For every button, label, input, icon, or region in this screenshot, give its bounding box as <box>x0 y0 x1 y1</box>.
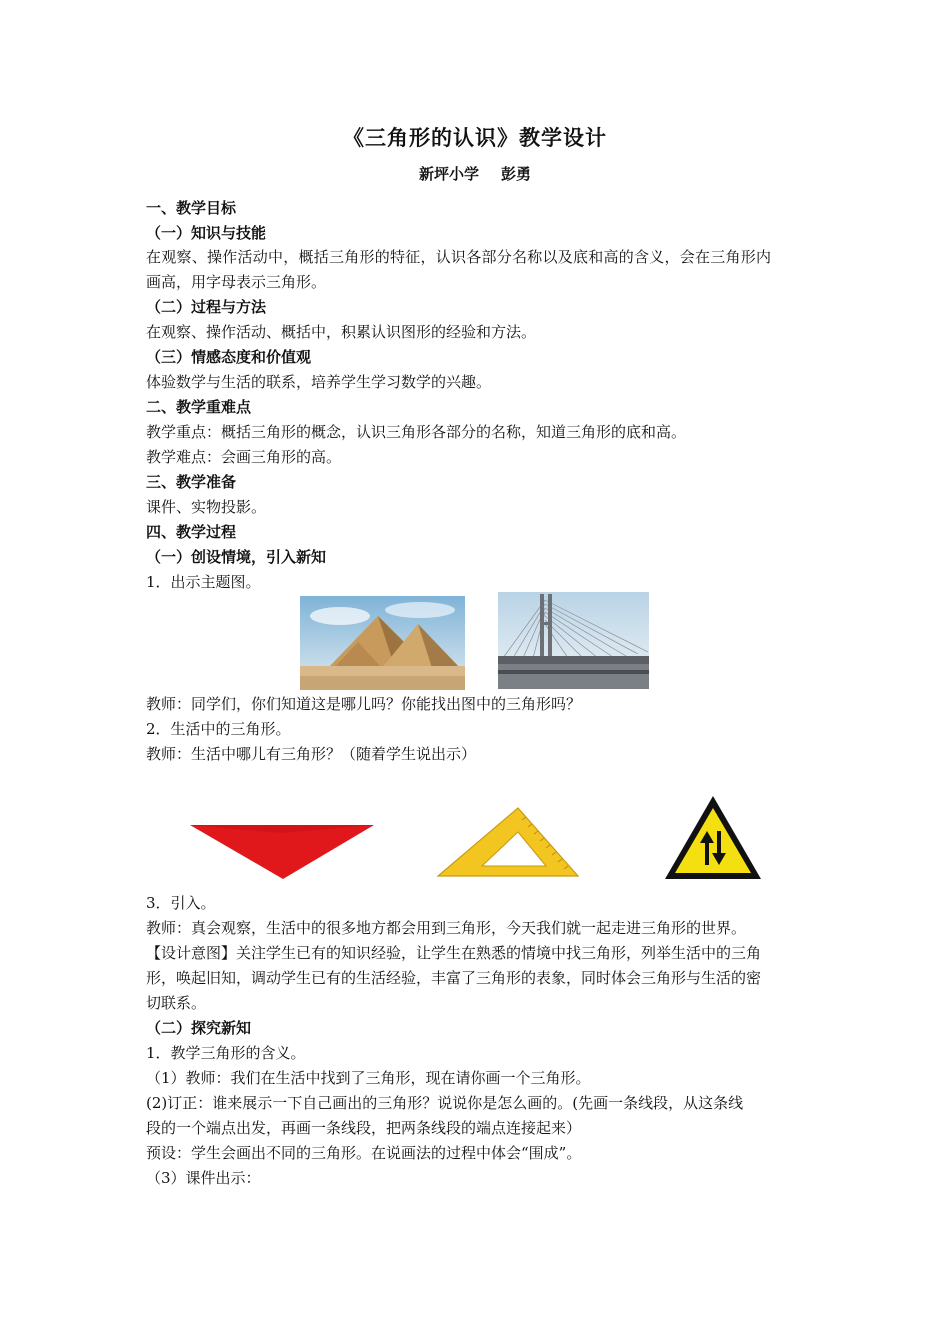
paragraph-text: 切联系。 <box>146 994 207 1012</box>
paragraph-text: 段的一个端点出发，再画一条线段，把两条线段的端点连接起来） <box>146 1119 582 1137</box>
paragraph-text: 教师：生活中哪儿有三角形？（随着学生说出示） <box>146 745 477 763</box>
heading-preparation: 三、教学准备 <box>146 473 237 491</box>
paragraph-text: （1）教师：我们在生活中找到了三角形，现在请你画一个三角形。 <box>146 1069 591 1087</box>
set-square-image <box>436 806 580 878</box>
warning-sign-image <box>664 795 762 880</box>
pyramids-photo <box>300 596 465 690</box>
paragraph-text: 【设计意图】关注学生已有的知识经验，让学生在熟悉的情境中找三角形，列举生活中的三角 <box>146 944 762 962</box>
author-name: 彭勇 <box>501 165 532 183</box>
paragraph-text: 教师：同学们，你们知道这是哪儿吗？你能找出图中的三角形吗？ <box>146 695 582 713</box>
paragraph-text: 预设：学生会画出不同的三角形。在说画法的过程中体会“围成”。 <box>146 1144 582 1162</box>
subheading-introduction: （一）创设情境，引入新知 <box>146 548 327 566</box>
paragraph-text: 教学难点：会画三角形的高。 <box>146 448 342 466</box>
heading-process: 四、教学过程 <box>146 523 237 541</box>
red-scarf-image <box>190 824 374 880</box>
paragraph-text: 2．生活中的三角形。 <box>146 720 291 738</box>
subheading-attitude: （三）情感态度和价值观 <box>146 348 312 366</box>
paragraph-text: 1．教学三角形的含义。 <box>146 1044 306 1062</box>
paragraph-text: （3）课件出示： <box>146 1169 261 1187</box>
subheading-knowledge: （一）知识与技能 <box>146 224 267 242</box>
paragraph-text: 形，唤起旧知，调动学生已有的生活经验，丰富了三角形的表象，同时体会三角形与生活的密 <box>146 969 762 987</box>
subheading-process: （二）过程与方法 <box>146 298 267 316</box>
paragraph-text: 1．出示主题图。 <box>146 573 261 591</box>
paragraph-text: 3．引入。 <box>146 894 216 912</box>
paragraph-text: 在观察、操作活动、概括中，积累认识图形的经验和方法。 <box>146 323 537 341</box>
author-school: 新坪小学 <box>418 165 479 183</box>
paragraph-text: 课件、实物投影。 <box>146 498 267 516</box>
paragraph-text: 画高，用字母表示三角形。 <box>146 273 327 291</box>
document-author <box>0 163 950 184</box>
heading-key-points: 二、教学重难点 <box>146 398 252 416</box>
document-title: 《三角形的认识》教学设计 <box>343 125 607 150</box>
paragraph-text: (2)订正：谁来展示一下自己画出的三角形？说说你是怎么画的。(先画一条线段，从这条线 <box>146 1094 744 1112</box>
subheading-explore: （二）探究新知 <box>146 1019 252 1037</box>
paragraph-text: 体验数学与生活的联系，培养学生学习数学的兴趣。 <box>146 373 492 391</box>
paragraph-text: 教师：真会观察，生活中的很多地方都会用到三角形，今天我们就一起走进三角形的世界。 <box>146 919 747 937</box>
bridge-photo <box>498 592 649 689</box>
paragraph-text: 在观察、操作活动中，概括三角形的特征，认识各部分名称以及底和高的含义，会在三角形内 <box>146 248 772 266</box>
paragraph-text: 教学重点：概括三角形的概念，认识三角形各部分的名称，知道三角形的底和高。 <box>146 423 687 441</box>
heading-objectives: 一、教学目标 <box>146 199 237 217</box>
